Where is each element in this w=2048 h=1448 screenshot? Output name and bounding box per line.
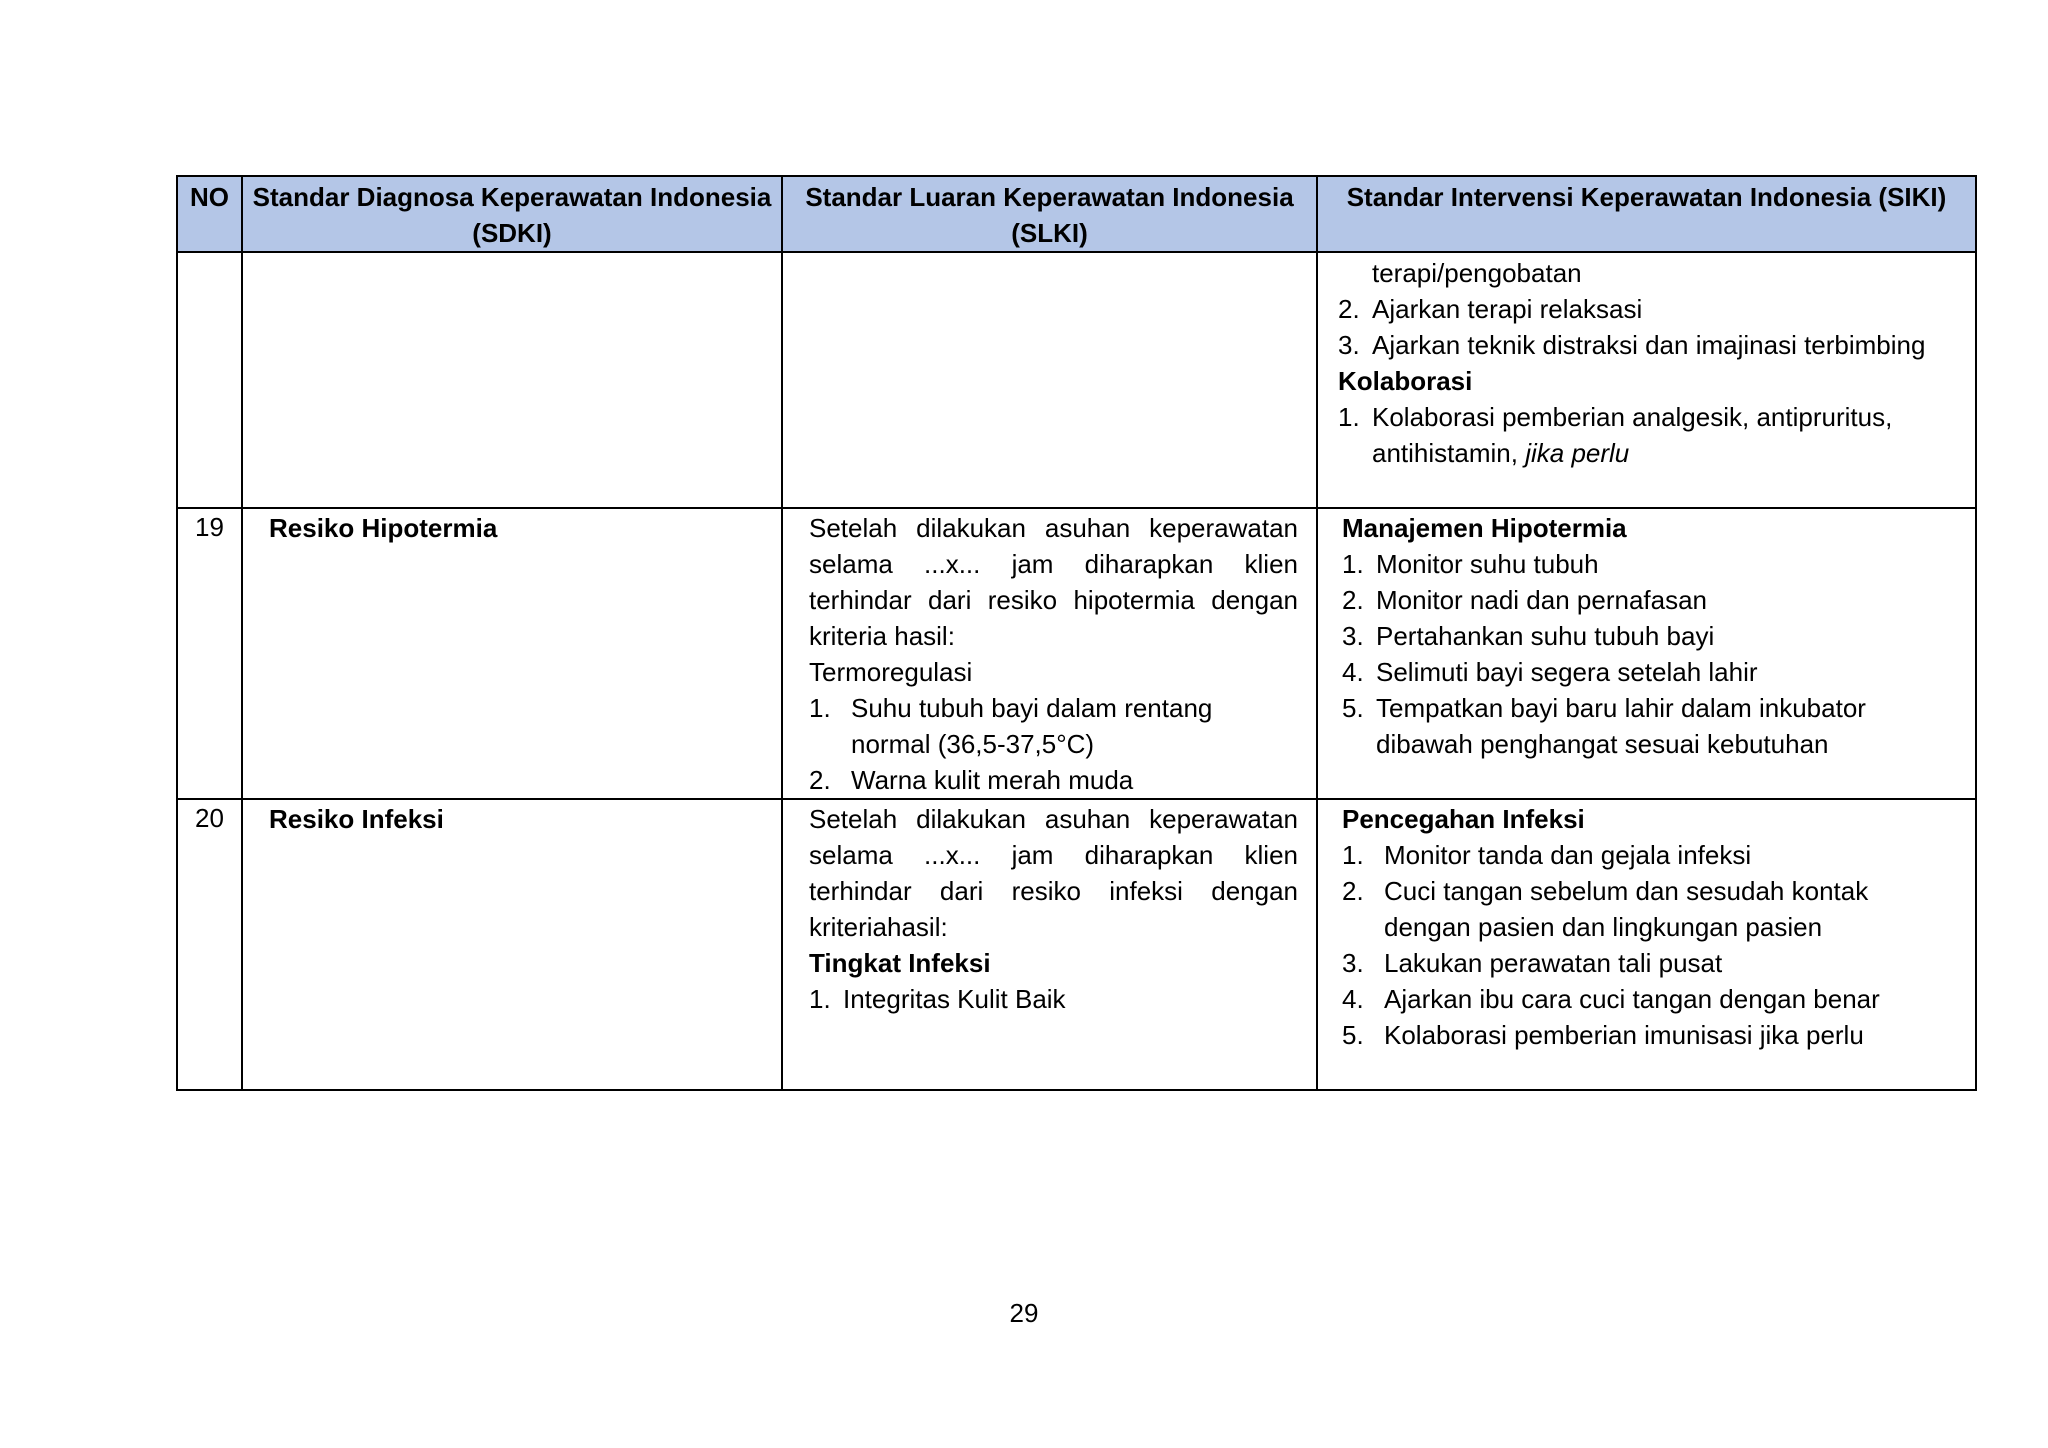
nursing-care-table [176,175,1977,1091]
kolaborasi-title: Kolaborasi [1338,366,1473,396]
cell-siki-cont [1317,252,1976,508]
table-header-row [177,176,1976,252]
list-item: 2. Cuci tangan sebelum dan sesudah kontak dengan pasien dan lingkungan pasien [1342,876,1869,942]
header-slki: Standar Luaran Keperawatan Indonesia (SLKI) [782,176,1317,252]
cell-no-empty [177,252,242,508]
list-item: 4. Ajarkan ibu cara cuci tangan dengan benar [1342,984,1880,1014]
page-number: 29 [1009,1298,1039,1328]
list-item: 2. Warna kulit merah muda [809,765,1134,795]
kolaborasi-list [1338,399,1957,471]
diagnosis-title: Resiko Hipotermia [269,513,498,543]
cell-siki [1317,508,1976,799]
header-siki: Standar Intervensi Keperawatan Indonesia (SIKI) [1317,176,1976,252]
list-item: 1. Kolaborasi pemberian analgesik, antipruritus, antihistamin, jika perlu [1338,402,1893,468]
table-row [177,799,1976,1090]
list-item: 4. Selimuti bayi segera setelah lahir [1342,657,1758,687]
header-no: NO [177,176,242,252]
list-item: 1. Monitor tanda dan gejala infeksi [1342,840,1752,870]
list-item: 5. Tempatkan bayi baru lahir dalam inkubator dibawah penghangat sesuai kebutuhan [1342,693,1866,759]
table-row [177,252,1976,508]
siki-list [1342,546,1957,762]
siki-list [1338,291,1957,363]
cell-slki [782,508,1317,799]
header-sdki: Standar Diagnosa Keperawatan Indonesia (SDKI) [242,176,782,252]
cell-slki-empty [782,252,1317,508]
list-item: 2. Ajarkan terapi relaksasi [1338,294,1643,324]
row-number: 20 [177,799,242,1090]
cell-sdki-empty [242,252,782,508]
slki-description: Setelah dilakukan asuhan keperawatan selama ...x... jam diharapkan klien terhindar dari resiko hipotermia dengan kriteria hasil: [809,513,1298,651]
slki-subtitle: Tingkat Infeksi [809,948,991,978]
list-item: 5. Kolaborasi pemberian imunisasi jika perlu [1342,1020,1864,1050]
siki-title: Manajemen Hipotermia [1342,513,1627,543]
slki-list [809,690,1298,798]
slki-description: Setelah dilakukan asuhan keperawatan selama ...x... jam diharapkan klien terhindar dari resiko infeksi dengan kriteriahasil: [809,804,1298,942]
list-item: 3. Lakukan perawatan tali pusat [1342,948,1723,978]
italic-note: jika perlu [1525,438,1630,468]
cell-slki [782,799,1317,1090]
list-item: 2. Monitor nadi dan pernafasan [1342,585,1708,615]
list-item: 3. Ajarkan teknik distraksi dan imajinasi terbimbing [1338,330,1926,360]
siki-title: Pencegahan Infeksi [1342,804,1585,834]
list-item: 1. Integritas Kulit Baik [809,984,1066,1014]
list-item: 1. Monitor suhu tubuh [1342,549,1599,579]
list-item: 1. Suhu tubuh bayi dalam rentang normal (36,5-37,5°C) [809,693,1213,759]
list-item: 3. Pertahankan suhu tubuh bayi [1342,621,1715,651]
cell-sdki [242,508,782,799]
cell-siki [1317,799,1976,1090]
siki-continued-line: terapi/pengobatan [1372,258,1582,288]
diagnosis-title: Resiko Infeksi [269,804,444,834]
row-number: 19 [177,508,242,799]
table-row [177,508,1976,799]
slki-list [809,981,1298,1017]
siki-list [1342,837,1957,1053]
cell-sdki [242,799,782,1090]
slki-subtitle: Termoregulasi [809,657,973,687]
